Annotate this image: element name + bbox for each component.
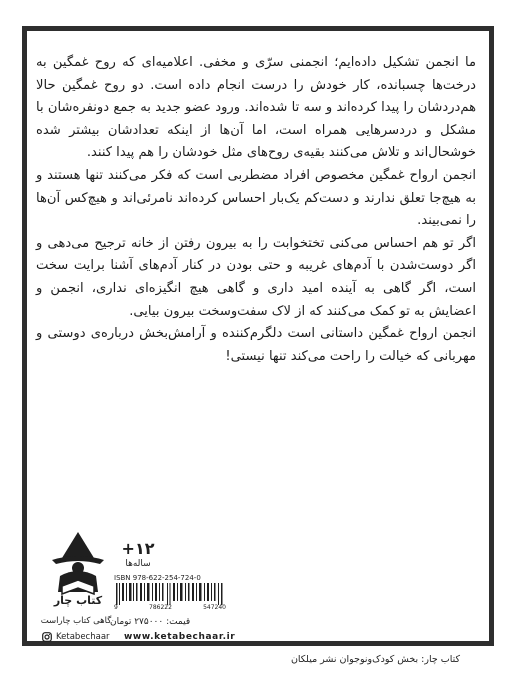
- barcode-number-prefix: 9: [114, 604, 118, 611]
- age-rating-badge: [118, 540, 158, 574]
- blurb-paragraph-2: انجمن ارواح غمگین مخصوص افراد مضطربی است که فکر می‌کنند تنها هستند و به هیچ‌جا تعلق ندارند و دست‌کم یک‌بار احساس کرده‌اند نامرئی‌اند و هیچ‌کس آن‌ها را نمی‌بیند.: [36, 167, 476, 229]
- publisher-logo-label: کتاب چار: [53, 594, 103, 607]
- blurb-paragraph-3: اگر تو هم احساس می‌کنی تختخوابت را به بیرون رفتن از خانه ترجیح می‌دهی و اگر دوست‌شدن با آدم‌های غریبه و حتی بودن در کنار آدم‌های آشنا برایت سخت است، اگر گاهی به آینده امید داری و گاهی هیچ انگیزه‌ای نداری، انجمن و اعضایش به تو کمک می‌کنند که از لاک سفت‌وسخت بیرون بیایی.: [36, 235, 476, 319]
- website-link[interactable]: www.ketabechaar.ir: [124, 632, 236, 642]
- isbn-text: ISBN 978-622-254-724-0: [114, 574, 201, 582]
- blurb-text: [36, 52, 476, 368]
- instagram-icon: [42, 632, 52, 642]
- barcode-number-right: 547240: [203, 604, 226, 611]
- barcode-icon: [114, 583, 226, 605]
- blurb-paragraph-4: انجمن ارواح غمگین داستانی است دلگرم‌کننده و آرامش‌بخش درباره‌ی دوستی و مهربانی که خیالت را راحت می‌کند تنها نیستی!: [36, 326, 476, 364]
- barcode: [114, 574, 226, 612]
- age-rating-number: +۱۲: [121, 539, 155, 558]
- price-label: قیمت: ۲۷۵۰۰۰ تومان: [110, 617, 191, 627]
- barcode-number-left: 786222: [149, 604, 172, 611]
- publisher-tagline: گاهی کتاب چاراست: [40, 616, 112, 626]
- blurb-paragraph-1: ما انجمن تشکیل داده‌ایم؛ انجمنی سرّی و مخفی. اعلامیه‌ای که روح غمگین به درخت‌ها چسبانده، کار خودش را درست انجام داده است. دو روح غمگین حالا هم‌دردشان را پیدا کرده‌اند و سه تا شده‌اند. ورود عضو جدید به جمع دونفره‌شان با مشکل و دردسرهایی همراه است، اما آن‌ها از اینکه تعدادشان بیشتر شده خوشحال‌اند و تلاش می‌کنند بقیه‌ی روح‌های مثل خودشان را هم پیدا کنند.: [36, 55, 476, 161]
- publisher-credit: کتاب چار: بخش کودک‌ونوجوان نشر میلکان: [290, 654, 460, 665]
- social-handle[interactable]: [42, 632, 110, 642]
- age-rating-label: ساله‌ها: [125, 559, 151, 569]
- social-handle-text: Ketabechaar: [56, 632, 110, 642]
